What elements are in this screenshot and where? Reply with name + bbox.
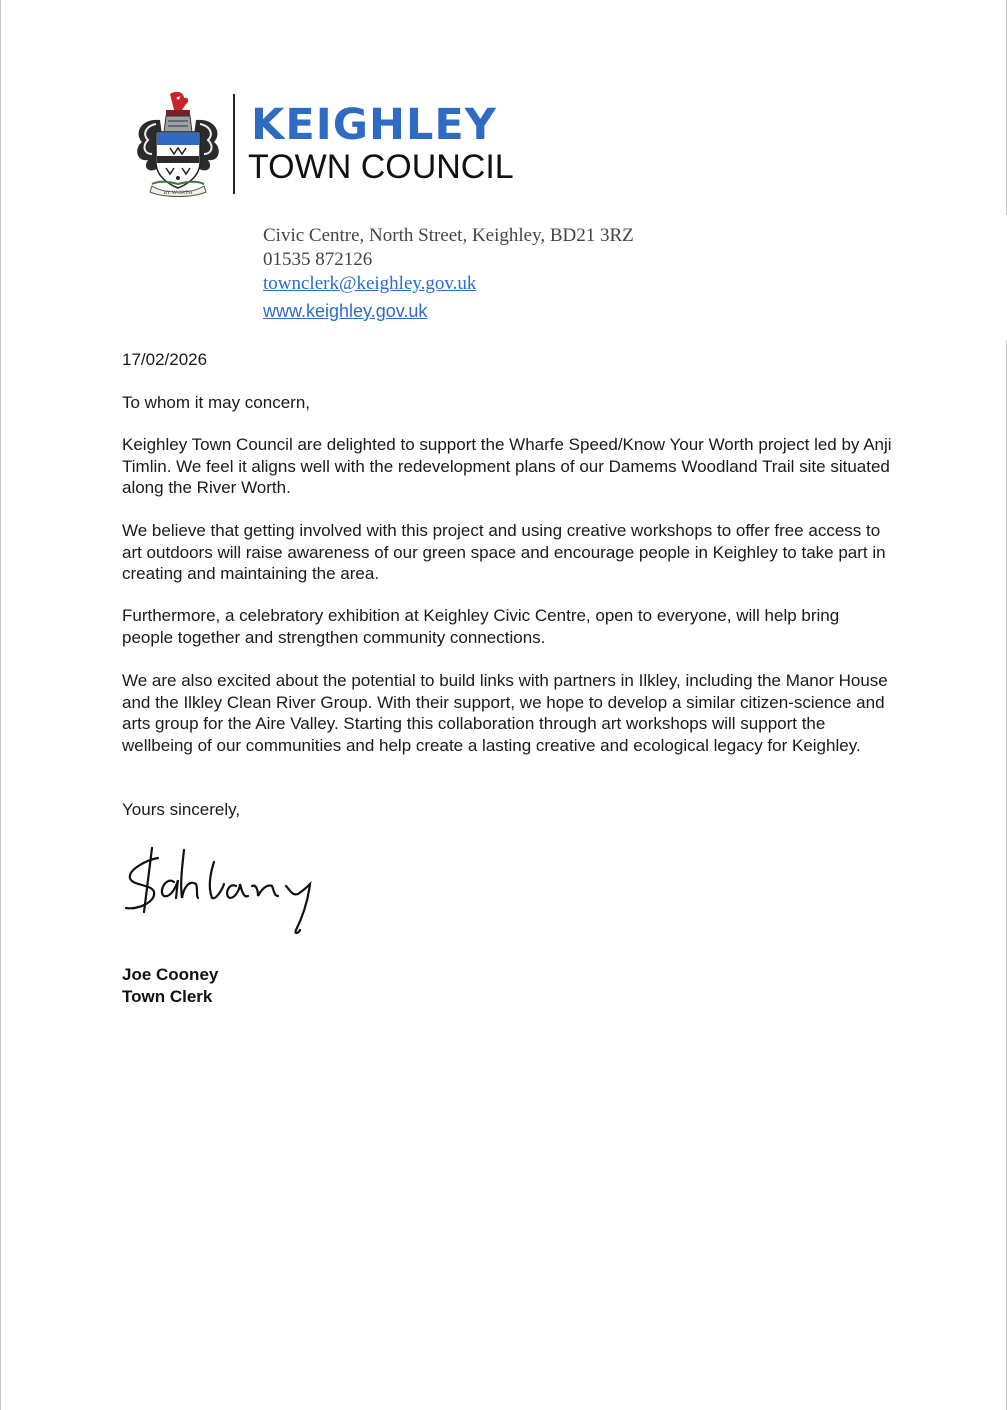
closing: Yours sincerely, <box>122 800 241 819</box>
signatory-title: Town Clerk <box>122 987 213 1006</box>
address-line: Civic Centre, North Street, Keighley, BD21 3RZ <box>263 225 634 246</box>
coat-of-arms-icon <box>130 90 226 198</box>
signature-image <box>118 840 338 940</box>
organization-subtitle: TOWN COUNCIL <box>248 148 514 186</box>
signatory-name: Joe Cooney <box>122 965 219 984</box>
paragraph: We believe that getting involved with this project and using creative workshops to offer free access to art outdoors will raise awareness of our green space and encourage people in Keighley to take part in creating and maintaining the area. <box>122 521 886 583</box>
letterhead-divider <box>233 94 235 194</box>
email-link[interactable]: townclerk@keighley.gov.uk <box>263 273 477 294</box>
paragraph: We are also excited about the potential to build links with partners in Ilkley, including the Manor House and the Ilkley Clean River Group. With their support, we hope to develop a similar citizen-science and arts group for the Aire Valley. Starting this collaboration through art workshops will support the wellbeing of our communities and help create a lasting creative and ecological legacy for Keighley. <box>122 671 888 755</box>
website-link[interactable]: www.keighley.gov.uk <box>263 301 428 321</box>
phone-number: 01535 872126 <box>263 249 373 270</box>
paragraph: Keighley Town Council are delighted to support the Wharfe Speed/Know Your Worth project led by Anji Timlin. We feel it aligns well with the redevelopment plans of our Damems Woodland Trail site situated along the River Worth. <box>122 435 892 497</box>
organization-name: KEIGHLEY <box>251 100 497 150</box>
page-edge <box>0 0 1 1410</box>
letter-date: 17/02/2026 <box>122 350 208 369</box>
salutation: To whom it may concern, <box>122 393 311 412</box>
paragraph: Furthermore, a celebratory exhibition at Keighley Civic Centre, open to everyone, will help bring people together and strengthen community connections. <box>122 606 840 647</box>
crest-motto: BY WORTH <box>163 190 193 196</box>
